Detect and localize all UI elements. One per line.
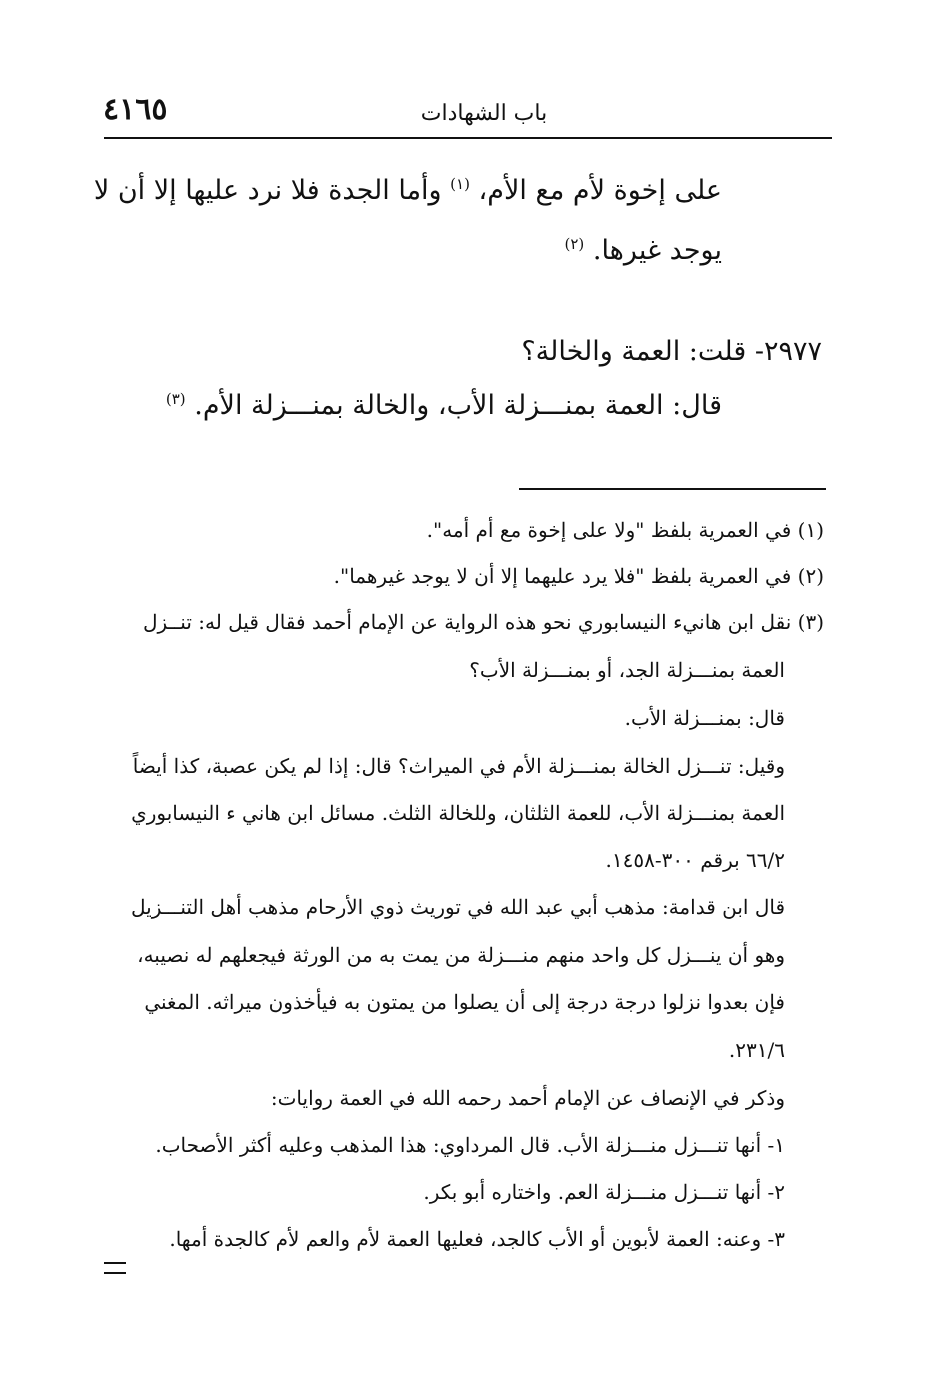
header-rule (104, 137, 832, 139)
entry-number: ٢٩٧٧- (754, 336, 822, 367)
footnote-3-line: وقيل: تنـــزل الخالة بمنـــزلة الأم في الميراث؟ قال: إذا لم يكن عصبة، كذا أيضاً (132, 754, 785, 778)
footnote-3-line: ٢٣١/٦. (728, 1038, 785, 1062)
running-header-title: باب الشهادات (420, 101, 548, 126)
footnote-marker: (٣) (165, 390, 186, 408)
footnote-3-line: وذكر في الإنصاف عن الإمام أحمد رحمه الله في العمة روايات: (270, 1086, 785, 1110)
entry-heading (521, 336, 822, 367)
continuation-mark (104, 1262, 126, 1274)
footnote-3-line: قال ابن قدامة: مذهب أبي عبد الله في توريث ذوي الأرحام مذهب أهل التنـــزيل (131, 895, 785, 919)
footnote-3-line: (٣) نقل ابن هانيء النيسابوري نحو هذه الرواية عن الإمام أحمد فقال قيل له: تنــزل (143, 610, 824, 634)
footnote-3-line: ١- أنها تنـــزل منـــزلة الأب. قال المرداوي: هذا المذهب وعليه أكثر الأصحاب. (155, 1133, 785, 1157)
main-text-segment: يوجد غيرها. (592, 235, 722, 266)
footnote-3-line: ٦٦/٢ برقم ٣٠٠-١٤٥٨. (605, 848, 785, 872)
footnote-separator (519, 488, 826, 490)
entry-question: قلت: العمة والخالة؟ (521, 336, 747, 367)
answer-text: قال: العمة بمنـــزلة الأب، والخالة بمنـــزلة الأم. (194, 390, 722, 421)
footnote-2: (٢) في العمرية بلفظ "فلا يرد عليهما إلا أن لا يوجد غيرهما". (333, 564, 824, 588)
footnote-3-line: العمة بمنـــزلة الأب، للعمة الثلثان، وللخالة الثلث. مسائل ابن هاني ء النيسابوري (131, 801, 785, 825)
footnote-marker: (٢) (564, 235, 585, 253)
page-number: ٤١٦٥ (103, 92, 168, 127)
main-text-line-1 (94, 175, 722, 206)
footnote-3-line: ٢- أنها تنـــزل منـــزلة العم. واختاره أبو بكر. (423, 1180, 785, 1204)
footnote-marker: (١) (450, 175, 470, 193)
main-text-segment: على إخوة لأم مع الأم، (478, 175, 722, 206)
footnote-3-line: فإن بعدوا نزلوا درجة درجة إلى أن يصلوا من يمتون به فيأخذون ميراثه. المغني (144, 990, 785, 1014)
footnote-3-line: العمة بمنـــزلة الجد، أو بمنـــزلة الأب؟ (469, 658, 785, 682)
entry-answer (166, 390, 722, 421)
footnote-1: (١) في العمرية بلفظ "ولا على إخوة مع أم أمه". (426, 518, 824, 542)
footnote-3-line: وهو أن ينـــزل كل واحد منهم منـــزلة من يمت به من الورثة فيجعلهم له نصيبه، (137, 943, 785, 967)
main-text-segment: وأما الجدة فلا نرد عليها إلا أن لا (93, 175, 442, 206)
main-text-line-2 (565, 235, 723, 266)
footnote-3-line: ٣- وعنه: العمة لأبوين أو الأب كالجد، فعليها العمة لأم والعم لأم كالجدة أمها. (169, 1227, 785, 1251)
footnote-3-line: قال: بمنـــزلة الأب. (624, 706, 785, 730)
